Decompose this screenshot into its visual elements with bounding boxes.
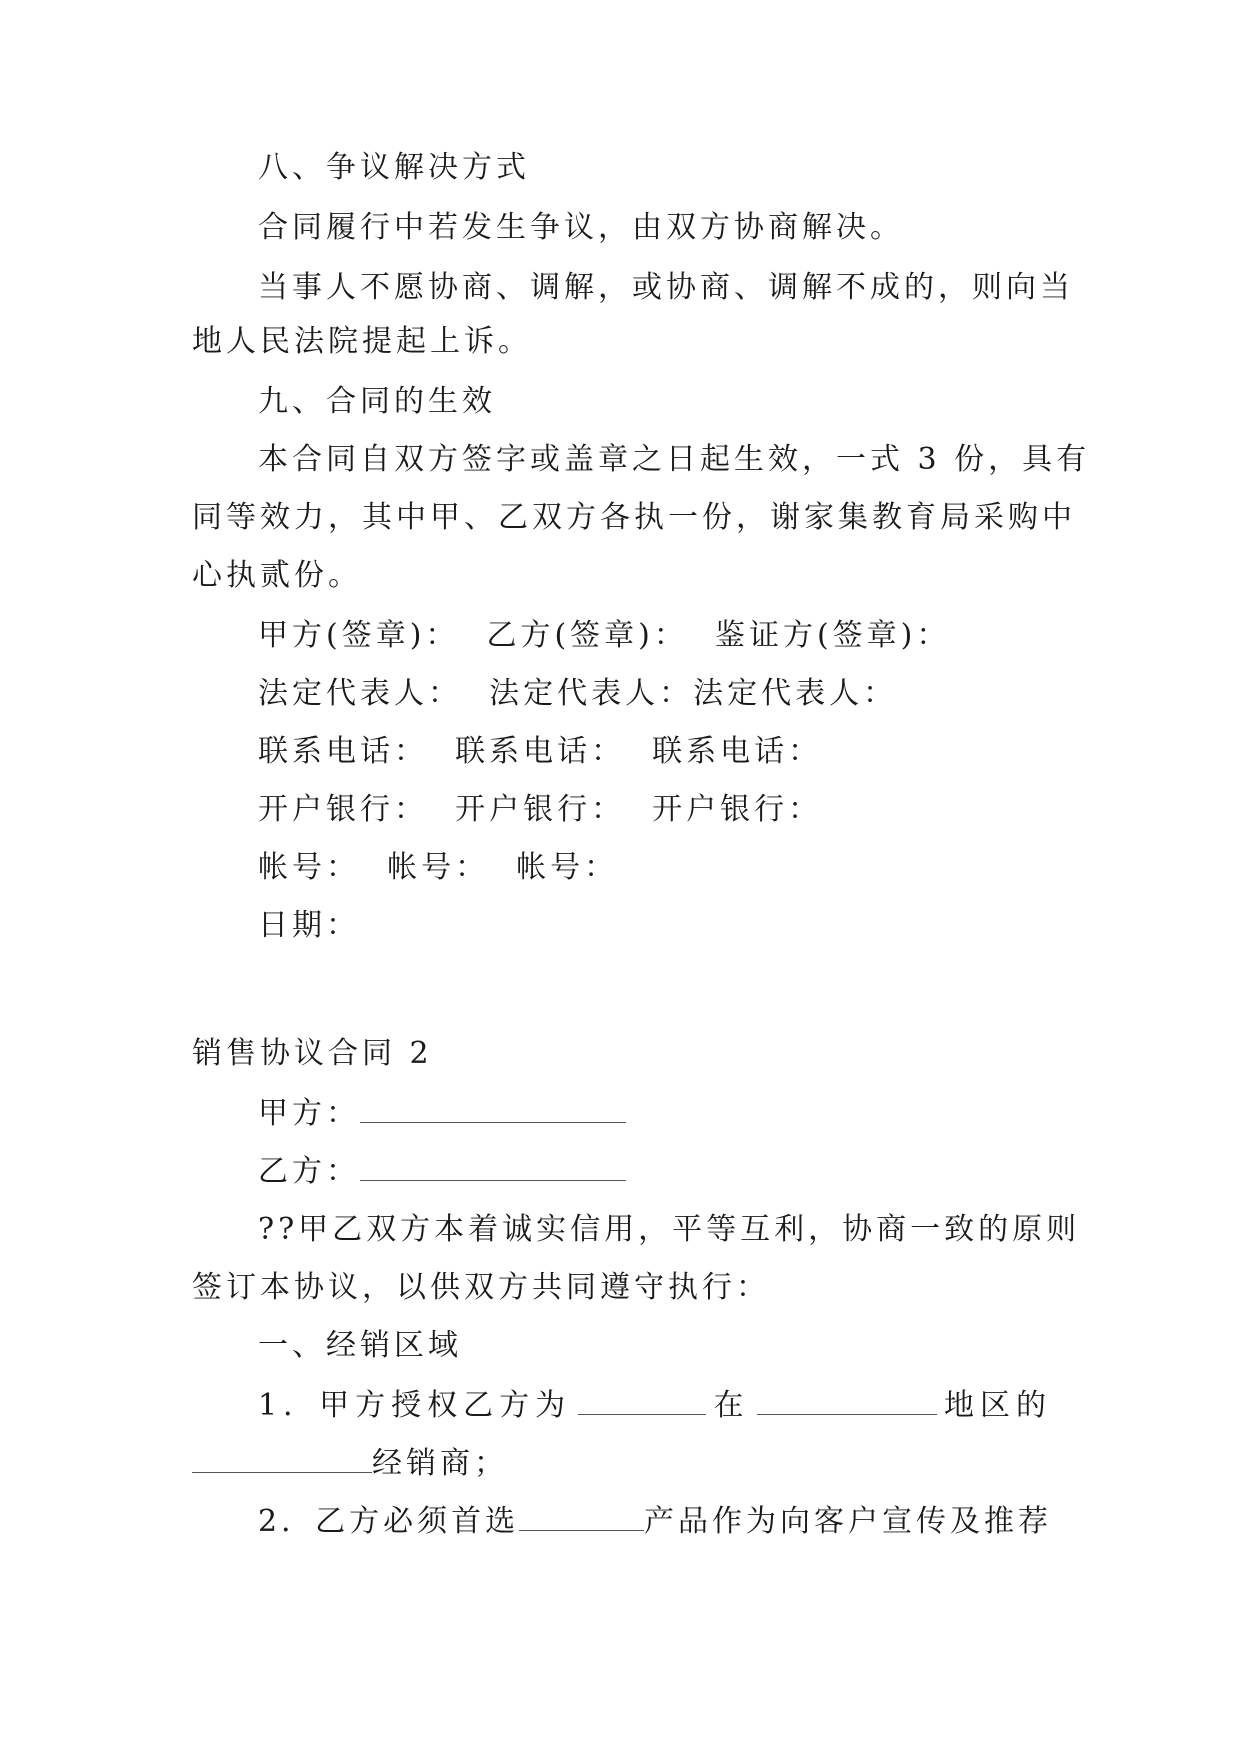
section8-paragraph: 合同履行中若发生争议，由双方协商解决。: [258, 210, 904, 245]
contract2-intro: ??甲乙双方本着诚实信用，平等互利，协商一致的原则: [258, 1212, 1081, 1247]
signature-row: 甲方(签章)： 乙方(签章)： 鉴证方(签章)：: [258, 618, 951, 653]
contract2-title: 销售协议合同 2: [192, 1036, 433, 1071]
section9-paragraph: 心执贰份。: [192, 558, 362, 593]
section8-paragraph: 地人民法院提起上诉。: [192, 324, 532, 359]
item1-text: 地区的: [943, 1388, 1052, 1423]
section8-paragraph: 当事人不愿协商、调解，或协商、调解不成的，则向当: [258, 270, 1074, 305]
contract2-intro: 签订本协议，以供双方共同遵守执行：: [192, 1270, 770, 1305]
item1-text: 经销商；: [372, 1446, 508, 1481]
party-b-label: 乙方：: [258, 1154, 360, 1189]
party-a-row: [258, 1094, 1052, 1134]
section1-title: 一、经销区域: [258, 1328, 462, 1363]
item1-text: 在: [713, 1388, 750, 1423]
item1-blank-3: [192, 1444, 372, 1473]
section8-title: 八、争议解决方式: [258, 150, 530, 185]
signature-row: 日期：: [258, 908, 360, 943]
party-a-label: 甲方：: [258, 1096, 360, 1131]
party-a-blank: [360, 1094, 626, 1123]
section9-title: 九、合同的生效: [258, 384, 496, 419]
section9-paragraph: 本合同自双方签字或盖章之日起生效，一式 3 份，具有: [258, 442, 1091, 477]
item1-text: 1．甲方授权乙方为: [258, 1388, 572, 1423]
item2-line: [258, 1502, 1052, 1542]
signature-row: 帐号： 帐号： 帐号：: [258, 850, 619, 885]
party-b-blank: [360, 1152, 626, 1181]
section9-paragraph: 同等效力，其中甲、乙双方各执一份，谢家集教育局采购中: [192, 500, 1076, 535]
item2-blank: [519, 1502, 644, 1531]
item1-line-2: [192, 1444, 1052, 1484]
item1-line: [258, 1386, 1052, 1426]
signature-row: 开户银行： 开户银行： 开户银行：: [258, 792, 823, 827]
signature-row: 法定代表人： 法定代表人：法定代表人：: [258, 676, 898, 711]
item1-blank-2: [757, 1386, 937, 1415]
party-b-row: [258, 1152, 1052, 1192]
signature-row: 联系电话： 联系电话： 联系电话：: [258, 734, 823, 769]
item2-text: 产品作为向客户宣传及推荐: [644, 1504, 1052, 1539]
item1-blank-1: [578, 1386, 706, 1415]
item2-text: 2．乙方必须首选: [258, 1504, 520, 1539]
